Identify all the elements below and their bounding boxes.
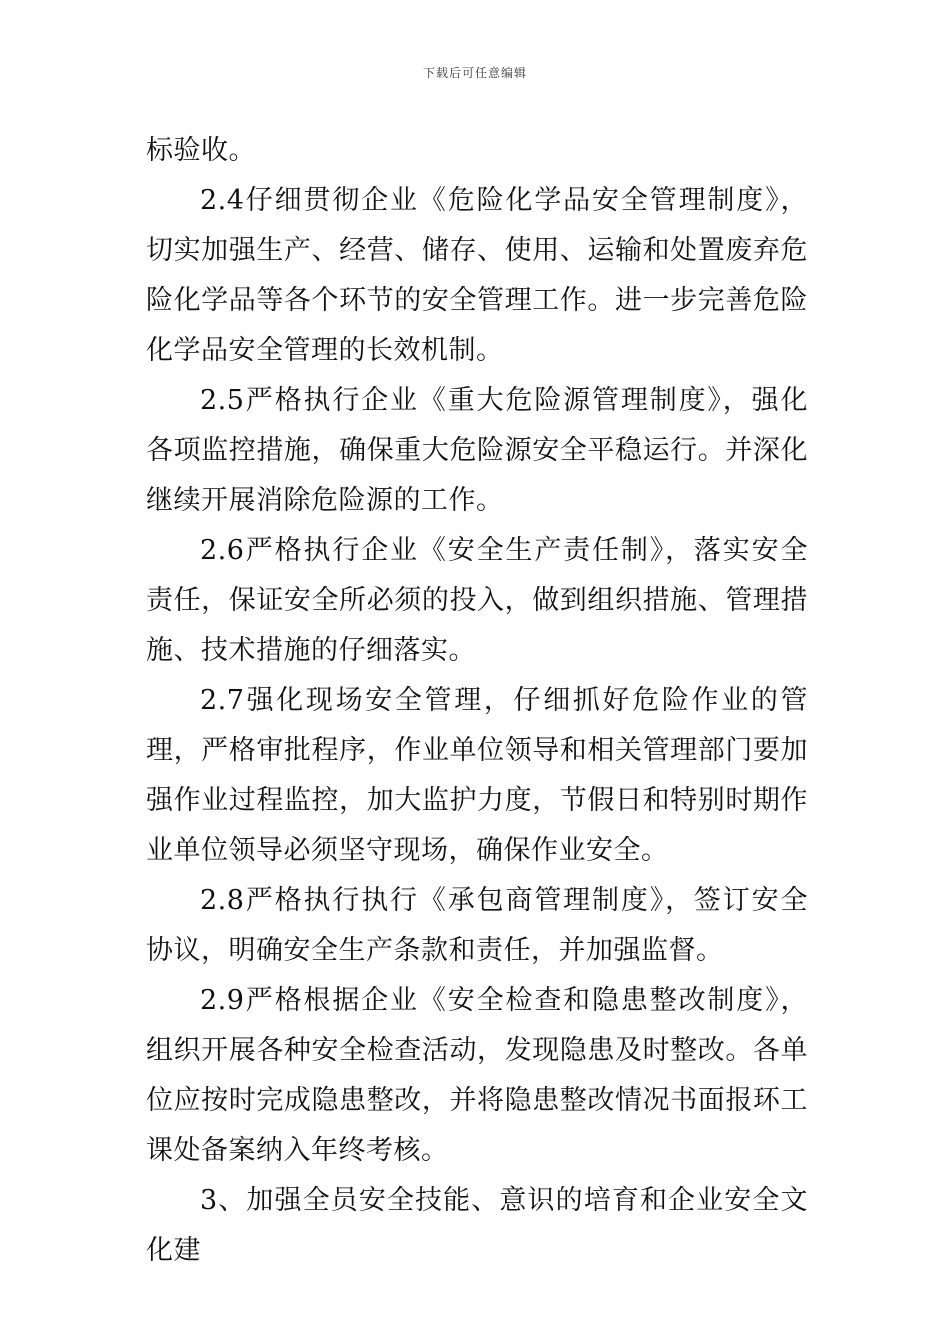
paragraph-2-9: 2.9严格根据企业《安全检查和隐患整改制度》，组织开展各种安全检查活动，发现隐患及时整改。各单位应按时完成隐患整改，并将隐患整改情况书面报环工课处备案纳入年终考核。 (146, 985, 808, 1166)
paragraph-2-6: 2.6严格执行企业《安全生产责任制》，落实安全责任，保证安全所必须的投入，做到组织措施、管理措施、技术措施的仔细落实。 (146, 535, 808, 666)
paragraph-2-4: 2.4仔细贯彻企业《危险化学品安全管理制度》，切实加强生产、经营、储存、使用、运输和处置废弃危险化学品等各个环节的安全管理工作。进一步完善危险化学品安全管理的长效机制。 (146, 185, 808, 366)
paragraph-continuation: 标验收。 (146, 135, 256, 166)
paragraph-2-7: 2.7强化现场安全管理，仔细抓好危险作业的管理，严格审批程序，作业单位领导和相关管理部门要加强作业过程监控，加大监护力度，节假日和特别时期作业单位领导必须坚守现场，确保作业安全。 (146, 685, 808, 866)
paragraph-2-5: 2.5严格执行企业《重大危险源管理制度》，强化各项监控措施，确保重大危险源安全平稳运行。并深化继续开展消除危险源的工作。 (146, 385, 808, 516)
document-body (146, 126, 808, 1276)
page-header: 下载后可任意编辑 (422, 66, 527, 80)
paragraph-2-8: 2.8严格执行执行《承包商管理制度》，签订安全协议，明确安全生产条款和责任，并加强监督。 (146, 885, 808, 966)
paragraph-3: 3、加强全员安全技能、意识的培育和企业安全文化建 (146, 1185, 808, 1266)
